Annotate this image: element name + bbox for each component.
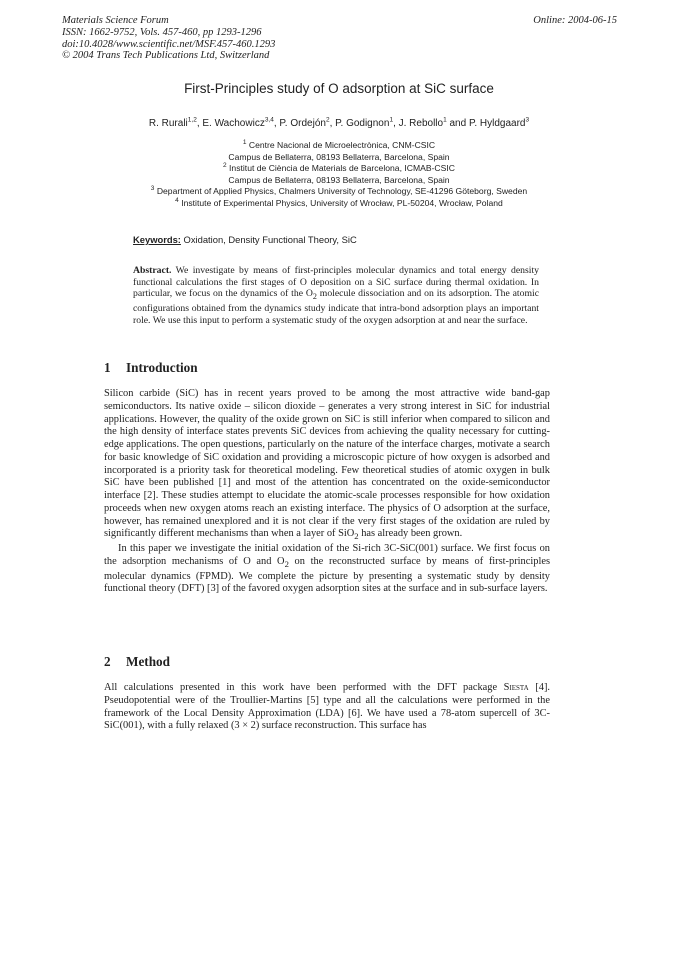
author-affil-mark: 2 [325, 116, 330, 124]
author-affil-mark: 3,4 [264, 116, 274, 124]
abstract: Abstract. We investigate by means of first-principles molecular dynamics and total energy density functional calculations the first stages of O deposition on a SiC surface during thermal oxidation. In particular, we focus on the dynamics of the $O_2$ molecule dissociation and on its adsorption. The atomic configurations obtained from the dynamics study indicate that intra-bond adsorption plays an important role. We use this input to perform a systematic study of the oxygen adsorption at and near the surface. [133, 265, 539, 326]
running-header [62, 15, 617, 62]
paragraph: Silicon carbide (SiC) has in recent years proved to be among the most attractive wide band-gap semiconductors. Its native oxide – silicon dioxide – generates a very strong interest in SiC for industrial applications. However, the quality of the oxide grown on SiC is still inferior when compared to silicon and the high density of interface states prevents SiC devices from achieving the quality necessary for cutting-edge applications. The open questions, particularly on the nature of the interface charges, motivate a search for basic knowledge of SiC oxidation and providing a microscopic picture of how oxygen is adsorbed and incorporated is a priority task for theoretical modeling. Few theoretical studies of atomic oxygen in bulk SiC have been published [1] and most of the attention has concentrated on the oxide-semiconductor interface [2]. These studies attempt to elucidate the atomic-scale processes responsible for how oxidation proceeds when new oxygen atoms reach an existing interface. The physics of O adsorption at the surface, however, has remained unexplored and it is not clear if the very first stages of the oxidation are ruled by significantly different mechanisms than when a layer of SiO$_2$ has already been grown. [104, 388, 550, 542]
author: E. Wachowicz [202, 118, 265, 129]
affiliation-line: $^1$ Centre Nacional de Microelectrònica, CNM-CSIC [242, 139, 436, 150]
author: P. Ordejón [279, 118, 326, 129]
affiliation-line: Campus de Bellaterra, 08193 Bellaterra, Barcelona, Spain [228, 174, 450, 185]
affiliation-line: $^2$ Institut de Ciència de Materials de Barcelona, ICMAB-CSIC [223, 162, 455, 174]
author: J. Rebollo [398, 118, 444, 129]
author: P. Godignon [335, 118, 390, 129]
author-affil-mark: 3 [525, 116, 530, 124]
section-heading-introduction: 1 Introduction [104, 360, 198, 375]
author-affil-mark: 1 [389, 116, 394, 124]
doi-line[interactable]: doi:10.4028/www.scientific.net/MSF.457-460.1293 [62, 38, 276, 50]
author-affil-mark: 1,2 [187, 116, 197, 124]
section-heading-method: 2 Method [104, 654, 170, 669]
keywords-text: Oxidation, Density Functional Theory, SiC [183, 234, 357, 245]
affiliations [0, 140, 678, 210]
keywords-label: Keywords: [133, 234, 181, 245]
journal-name: Materials Science Forum [62, 15, 169, 26]
author: R. Rurali [148, 118, 188, 129]
paragraph: All calculations presented in this work have been performed with the DFT package Siesta [4]. Pseudopotential were of the Troullier-Martins [5] type and all the calculations were performed in the framework of the Local Density Approximation (LDA) [6]. We have used a 78-atom supercell of 3C-SiC(001), with a fully relaxed (3 × 2) surface reconstruction. This surface has [104, 682, 550, 732]
affiliation-line: $^4$ Institute of Experimental Physics, University of Wrocław, PL-50204, Wrocław, Poland [175, 197, 503, 208]
introduction-body [104, 388, 550, 596]
author-affil-mark: 1 [443, 116, 447, 124]
method-body [104, 682, 550, 733]
author-list: R. Rurali$^{1,2}$, E. Wachowicz$^{3,4}$, P. Ordejón$^2$, P. Godignon$^1$, J. Rebollo$^1$ and P. Hyldgaard$^3$ [148, 116, 530, 129]
copyright-line: © 2004 Trans Tech Publications Ltd, Switzerland [62, 50, 270, 62]
issn-line: ISSN: 1662-9752, Vols. 457-460, pp 1293-1296 [62, 26, 262, 38]
paragraph: In this paper we investigate the initial oxidation of the Si-rich 3C-SiC(001) surface. We first focus on the adsorption mechanisms of O and $O_2$ on the reconstructed surface by means of first-principles molecular dynamics (FPMD). We complete the picture by presenting a systematic study by density functional theory (DFT) [3] of the favored oxygen adsorption sites at the surface and in sub-surface layers. [104, 543, 550, 595]
keywords [133, 234, 357, 245]
paper-title: First-Principles study of O adsorption at SiC surface [184, 81, 494, 96]
affiliation-line: $^3$ Department of Applied Physics, Chalmers University of Technology, SE-41296 Göteborg, Sweden [150, 185, 528, 197]
online-date: Online: 2004-06-15 [533, 15, 617, 26]
abstract-label: Abstract. [133, 265, 172, 276]
affiliation-line: Campus de Bellaterra, 08193 Bellaterra, Barcelona, Spain [228, 151, 450, 162]
author: P. Hyldgaard [468, 118, 526, 129]
